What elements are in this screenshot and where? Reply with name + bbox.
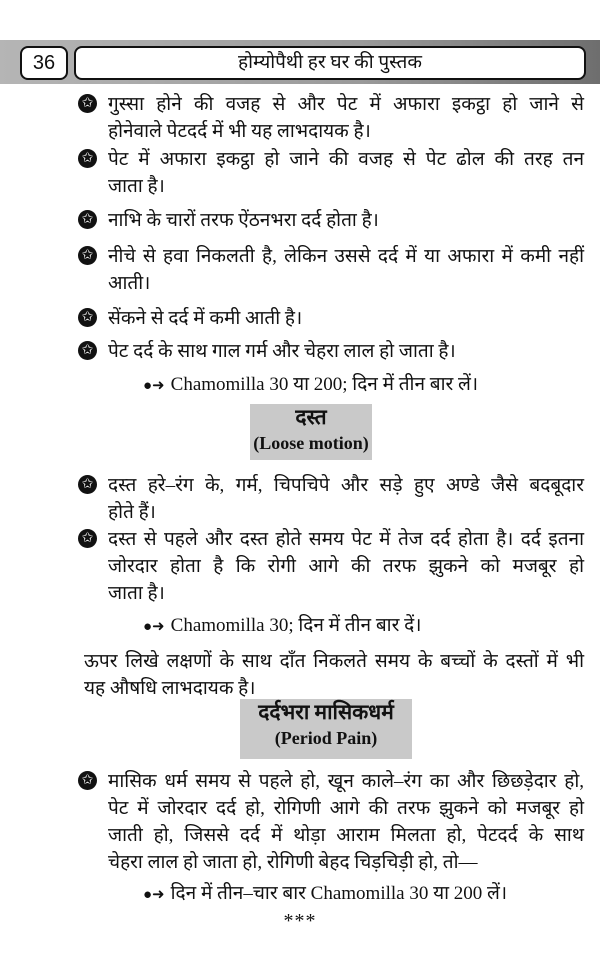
line: ऊपर लिखे लक्षणों के साथ दाँत निकलते समय के बच्चों के दस्तों में भी bbox=[84, 651, 584, 672]
bullet-item bbox=[81, 243, 584, 297]
section-heading bbox=[250, 404, 372, 460]
heading-hindi: दस्त bbox=[295, 405, 327, 429]
heading-hindi: दर्दभरा मासिकधर्म bbox=[258, 700, 394, 724]
heading-english: (Loose motion) bbox=[253, 433, 369, 453]
remedy-text: Chamomilla 30; दिन में तीन बार दें। bbox=[170, 615, 422, 636]
pointer-arrow-icon: ●➜ bbox=[143, 619, 165, 635]
line: चेहरा लाल हो जाता हो, रोगिणी बेहद चिड़चिड़ी हो, तो— bbox=[108, 852, 478, 873]
book-title: होम्योपैथी हर घर की पुस्तक bbox=[74, 46, 586, 80]
remedy-text: दिन में तीन–चार बार Chamomilla 30 या 200 लें। bbox=[170, 883, 508, 904]
line: आती। bbox=[108, 273, 151, 294]
star-bullet-icon: ✩ bbox=[78, 475, 97, 494]
line: दस्त हरे–रंग के, गर्म, चिपचिपे और सड़े हुए अण्डे जैसे बदबूदार bbox=[108, 475, 584, 496]
pointer-arrow-icon: ●➜ bbox=[143, 887, 165, 903]
line: पेट में अफारा इकट्ठा हो जाने की वजह से पेट ढोल की तरह तन bbox=[108, 149, 584, 170]
remedy-text: Chamomilla 30 या 200; दिन में तीन बार लें। bbox=[170, 374, 479, 395]
line: जाती हो, जिससे दर्द में थोड़ा आराम मिलता हो, पेटदर्द के साथ bbox=[108, 825, 584, 846]
bullet-item bbox=[81, 768, 584, 876]
star-bullet-icon: ✩ bbox=[78, 771, 97, 790]
bullet-item bbox=[81, 338, 584, 365]
star-bullet-icon: ✩ bbox=[78, 94, 97, 113]
line: गुस्सा होने की वजह से और पेट में अफारा इकट्ठा हो जाने से bbox=[108, 94, 584, 115]
remedy-line bbox=[143, 371, 478, 400]
line: जाता है। bbox=[108, 176, 165, 197]
star-bullet-icon: ✩ bbox=[78, 210, 97, 229]
note-paragraph bbox=[84, 648, 584, 702]
line: सेंकने से दर्द में कमी आती है। bbox=[108, 308, 303, 329]
end-mark: *** bbox=[283, 910, 317, 932]
line: दस्त से पहले और दस्त होते समय पेट में तेज दर्द होता है। दर्द इतना bbox=[108, 529, 584, 550]
page-number: 36 bbox=[20, 46, 68, 80]
line: यह औषधि लाभदायक है। bbox=[84, 678, 256, 699]
star-bullet-icon: ✩ bbox=[78, 149, 97, 168]
remedy-line bbox=[143, 880, 507, 909]
bullet-item bbox=[81, 526, 584, 607]
line: जाता है। bbox=[108, 583, 165, 604]
bullet-item bbox=[81, 91, 584, 145]
line: पेट में जोरदार दर्द हो, रोगिणी आगे की तरफ झुकने को मजबूर हो bbox=[108, 798, 584, 819]
line: नीचे से हवा निकलती है, लेकिन उससे दर्द में या अफारा में कमी नहीं bbox=[108, 246, 584, 267]
bullet-item bbox=[81, 305, 584, 332]
star-bullet-icon: ✩ bbox=[78, 246, 97, 265]
heading-english: (Period Pain) bbox=[274, 728, 378, 748]
pointer-arrow-icon: ●➜ bbox=[143, 378, 165, 394]
section-heading bbox=[240, 699, 412, 759]
line: नाभि के चारों तरफ ऐंठनभरा दर्द होता है। bbox=[108, 210, 379, 231]
remedy-line bbox=[143, 612, 421, 641]
bullet-item bbox=[81, 207, 584, 234]
star-bullet-icon: ✩ bbox=[78, 341, 97, 360]
line: होनेवाले पेटदर्द में भी यह लाभदायक है। bbox=[108, 121, 371, 142]
line: जोरदार होता है कि रोगी आगे की तरफ झुकने को मजबूर हो bbox=[108, 556, 584, 577]
line: मासिक धर्म समय से पहले हो, खून काले–रंग का और छिछड़ेदार हो, bbox=[108, 771, 584, 792]
line: पेट दर्द के साथ गाल गर्म और चेहरा लाल हो जाता है। bbox=[108, 341, 456, 362]
line: होते हैं। bbox=[108, 502, 156, 523]
bullet-item bbox=[81, 146, 584, 200]
star-bullet-icon: ✩ bbox=[78, 529, 97, 548]
bullet-item bbox=[81, 472, 584, 526]
star-bullet-icon: ✩ bbox=[78, 308, 97, 327]
